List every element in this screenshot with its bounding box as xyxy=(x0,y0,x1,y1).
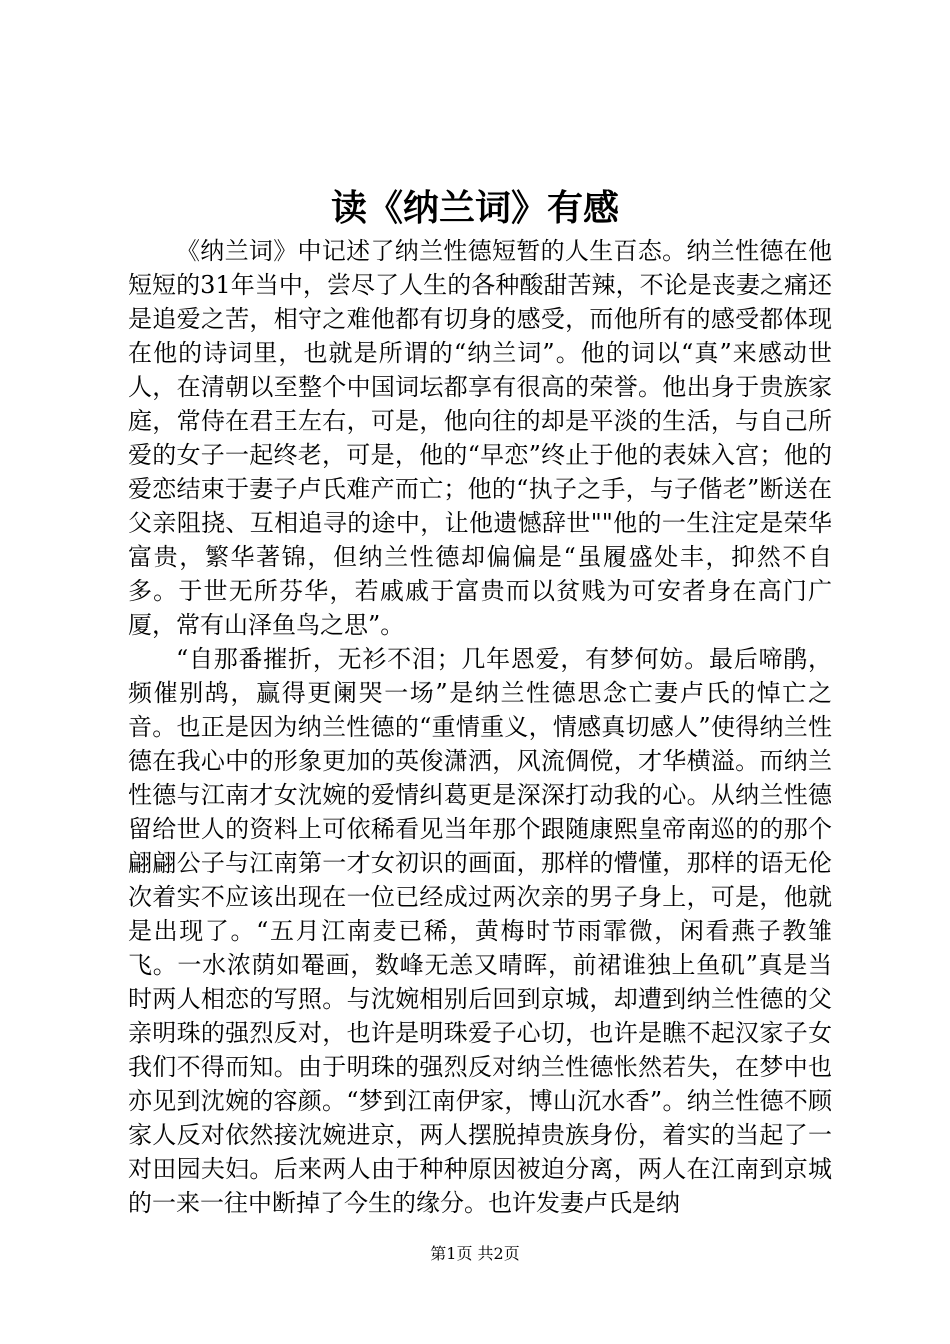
page-title: 读《纳兰词》有感 xyxy=(330,187,619,229)
paragraph-1: 《纳兰词》中记述了纳兰性德短暂的人生百态。纳兰性德在他短短的31年当中，尝尽了人生的各种酸甜苦辣，不论是丧妻之痛还是追爱之苦，相守之难他都有切身的感受，而他所有的感受都体现在他的诗词里，也就是所谓的“纳兰词”。他的词以“真”来感动世人，在清朝以至整个中国词坛都享有很高的荣誉。他出身于贵族家庭，常侍在君王左右，可是，他向往的却是平淡的生活，与自己所爱的女子一起终老，可是，他的“早恋”终止于他的表妹入宫；他的爱恋结束于妻子卢氏难产而亡；他的“执子之手，与子偕老”断送在父亲阻挠、互相追寻的途中，让他遗憾辞世""他的一生注定是荣华富贵，繁华著锦，但纳兰性德却偏偏是“虽履盛处丰，抑然不自多。于世无所芬华，若戚戚于富贵而以贫贱为可安者身在高门广厦，常有山泽鱼鸟之思”。 xyxy=(128,237,832,639)
article-body xyxy=(128,234,832,1220)
page-number-footer: 第1页 共2页 xyxy=(430,1244,520,1263)
paragraph-2: “自那番摧折，无衫不泪；几年恩爱，有梦何妨。最后啼鹃，频催别鸪，赢得更阑哭一场”是纳兰性德思念亡妻卢氏的悼亡之音。也正是因为纳兰性德的“重情重义，情感真切感人”使得纳兰性德在我心中的形象更加的英俊潇洒，风流倜傥，才华横溢。而纳兰性德与江南才女沈婉的爱情纠葛更是深深打动我的心。从纳兰性德留给世人的资料上可依稀看见当年那个跟随康熙皇帝南巡的的那个翩翩公子与江南第一才女初识的画面，那样的懵懂，那样的语无伦次着实不应该出现在一位已经成过两次亲的男子身上，可是，他就是出现了。“五月江南麦已稀，黄梅时节雨霏微，闲看燕子教雏飞。一水浓荫如罨画，数峰无恙又晴晖，前裙谁独上鱼矶”真是当时两人相恋的写照。与沈婉相别后回到京城，却遭到纳兰性德的父亲明珠的强烈反对，也许是明珠爱子心切，也许是瞧不起汉家子女我们不得而知。由于明珠的强烈反对纳兰性德怅然若失，在梦中也亦见到沈婉的容颜。“梦到江南伊家，博山沉水香”。纳兰性德不顾家人反对依然接沈婉进京，两人摆脱掉贵族身份，着实的当起了一对田园夫妇。后来两人由于种种原因被迫分离，两人在江南到京城的一来一往中断掉了今生的缘分。也许发妻卢氏是纳 xyxy=(128,645,832,1217)
